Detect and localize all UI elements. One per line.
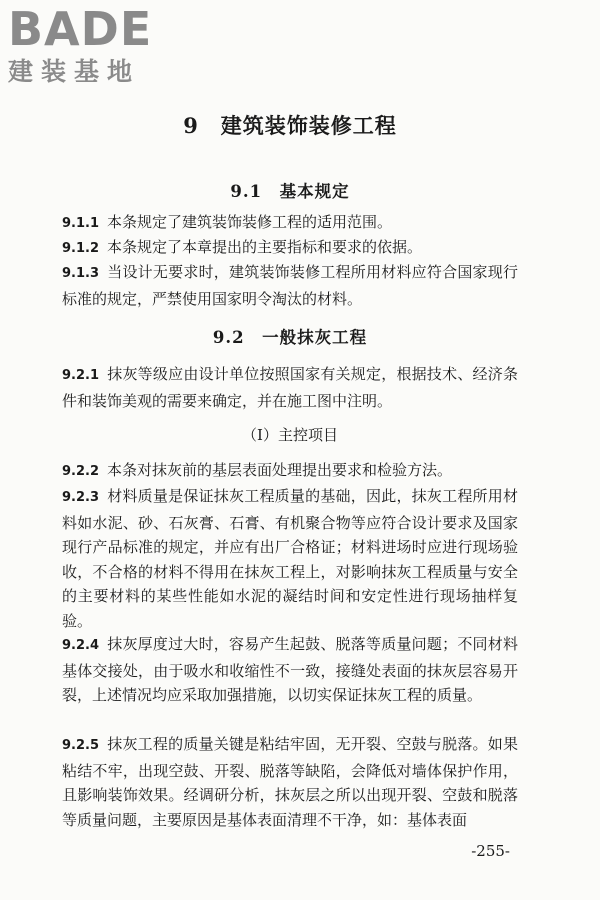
clause-number: 9.2.3 [62,490,100,505]
clause-text: 当设计无要求时，建筑装饰装修工程所用材料应符合国家现行标准的规定，严禁使用国家明令淘汰的材料。 [62,263,518,308]
clause-text: 抹灰等级应由设计单位按照国家有关规定，根据技术、经济条件和装饰美观的需要来确定，并在施工图中注明。 [62,365,518,410]
watermark-subtitle: 建装基地 [8,57,141,86]
clause [62,260,518,311]
watermark-logo [8,4,178,88]
clause-text: 抹灰工程的质量关键是粘结牢固，无开裂、空鼓与脱落。如果粘结不牢，出现空鼓、开裂、脱落等缺陷，会降低对墙体保护作用，且影响装饰效果。经调研分析，抹灰层之所以出现开裂、空鼓和脱落等质量问题，主要原因是基体表面清理不干净，如：基体表面 [62,735,518,829]
clause [62,484,518,633]
page-number: -255- [471,842,510,860]
chapter-title: 9 建筑装饰装修工程 [183,113,397,138]
section-title: 9.1 基本规定 [230,182,350,201]
clause [62,362,518,413]
clause [62,210,518,237]
clause-number: 9.1.1 [62,216,100,231]
clause [62,235,518,262]
clause-text: 抹灰厚度过大时，容易产生起鼓、脱落等质量问题；不同材料基体交接处，由于吸水和收缩性不一致，接缝处表面的抹灰层容易开裂，上述情况均应采取加强措施，以切实保证抹灰工程的质量。 [62,635,518,704]
clause-number: 9.1.2 [62,241,100,256]
clause [62,632,518,708]
clause-number: 9.2.1 [62,368,100,383]
clause-text: 本条对抹灰前的基层表面处理提出要求和检验方法。 [107,461,453,479]
watermark-brand: BADE [8,2,153,56]
clause-text: 材料质量是保证抹灰工程质量的基础，因此，抹灰工程所用材料如水泥、砂、石灰膏、石膏、有机聚合物等应符合设计要求及国家现行产品标准的规定，并应有出厂合格证；材料进场时应进行现场验收，不合格的材料不得用在抹灰工程上，对影响抹灰工程质量与安全的主要材料的某些性能如水泥的凝结时间和安定性进行现场抽样复验。 [62,487,518,630]
clause-number: 9.2.5 [62,738,100,753]
subsection-title: （Ⅰ）主控项目 [242,426,338,444]
clause-text: 本条规定了本章提出的主要指标和要求的依据。 [107,238,423,256]
clause-number: 9.2.4 [62,638,100,653]
clause-text: 本条规定了建筑装饰装修工程的适用范围。 [107,213,393,231]
clause [62,458,518,485]
clause-number: 9.1.3 [62,266,100,281]
clause-number: 9.2.2 [62,464,100,479]
section-title: 9.2 一般抹灰工程 [212,328,368,347]
clause [62,732,518,832]
